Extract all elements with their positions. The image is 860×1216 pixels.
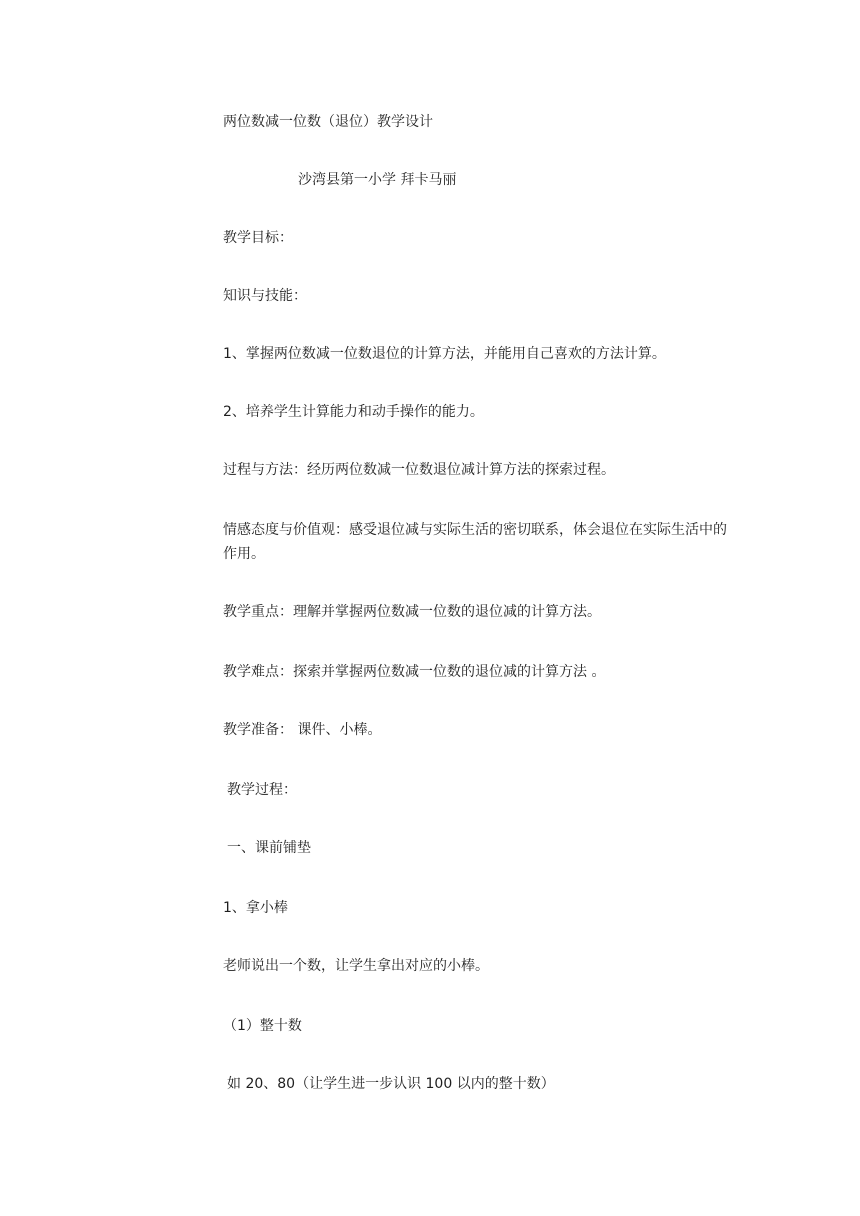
document-title: 两位数减一位数（退位）教学设计: [223, 114, 433, 130]
section-1: 一、课前铺垫: [227, 840, 311, 856]
objectives-heading: 教学目标：: [223, 230, 293, 246]
key-point: 教学重点：理解并掌握两位数减一位数的退位减的计算方法。: [223, 604, 601, 620]
step-1-description: 老师说出一个数，让学生拿出对应的小棒。: [223, 958, 489, 974]
step-1: 1、拿小棒: [223, 900, 288, 916]
sub-item-1: （1）整十数: [223, 1018, 302, 1034]
knowledge-heading: 知识与技能：: [223, 288, 307, 304]
process-heading: 教学过程：: [227, 782, 297, 798]
sub-item-1-example: 如 20、80（让学生进一步认识 100 以内的整十数）: [227, 1076, 555, 1092]
author-line: 沙湾县第一小学 拜卡马丽: [298, 172, 457, 188]
process-method: 过程与方法：经历两位数减一位数退位减计算方法的探索过程。: [223, 462, 615, 478]
difficult-point: 教学难点：探索并掌握两位数减一位数的退位减的计算方法 。: [223, 664, 606, 680]
emotion-values: 情感态度与价值观：感受退位减与实际生活的密切联系，体会退位在实际生活中的作用。: [223, 522, 727, 562]
knowledge-item-2: 2、培养学生计算能力和动手操作的能力。: [223, 404, 484, 420]
knowledge-item-1: 1、掌握两位数减一位数退位的计算方法，并能用自己喜欢的方法计算。: [223, 346, 666, 362]
preparation: 教学准备： 课件、小棒。: [223, 722, 382, 738]
